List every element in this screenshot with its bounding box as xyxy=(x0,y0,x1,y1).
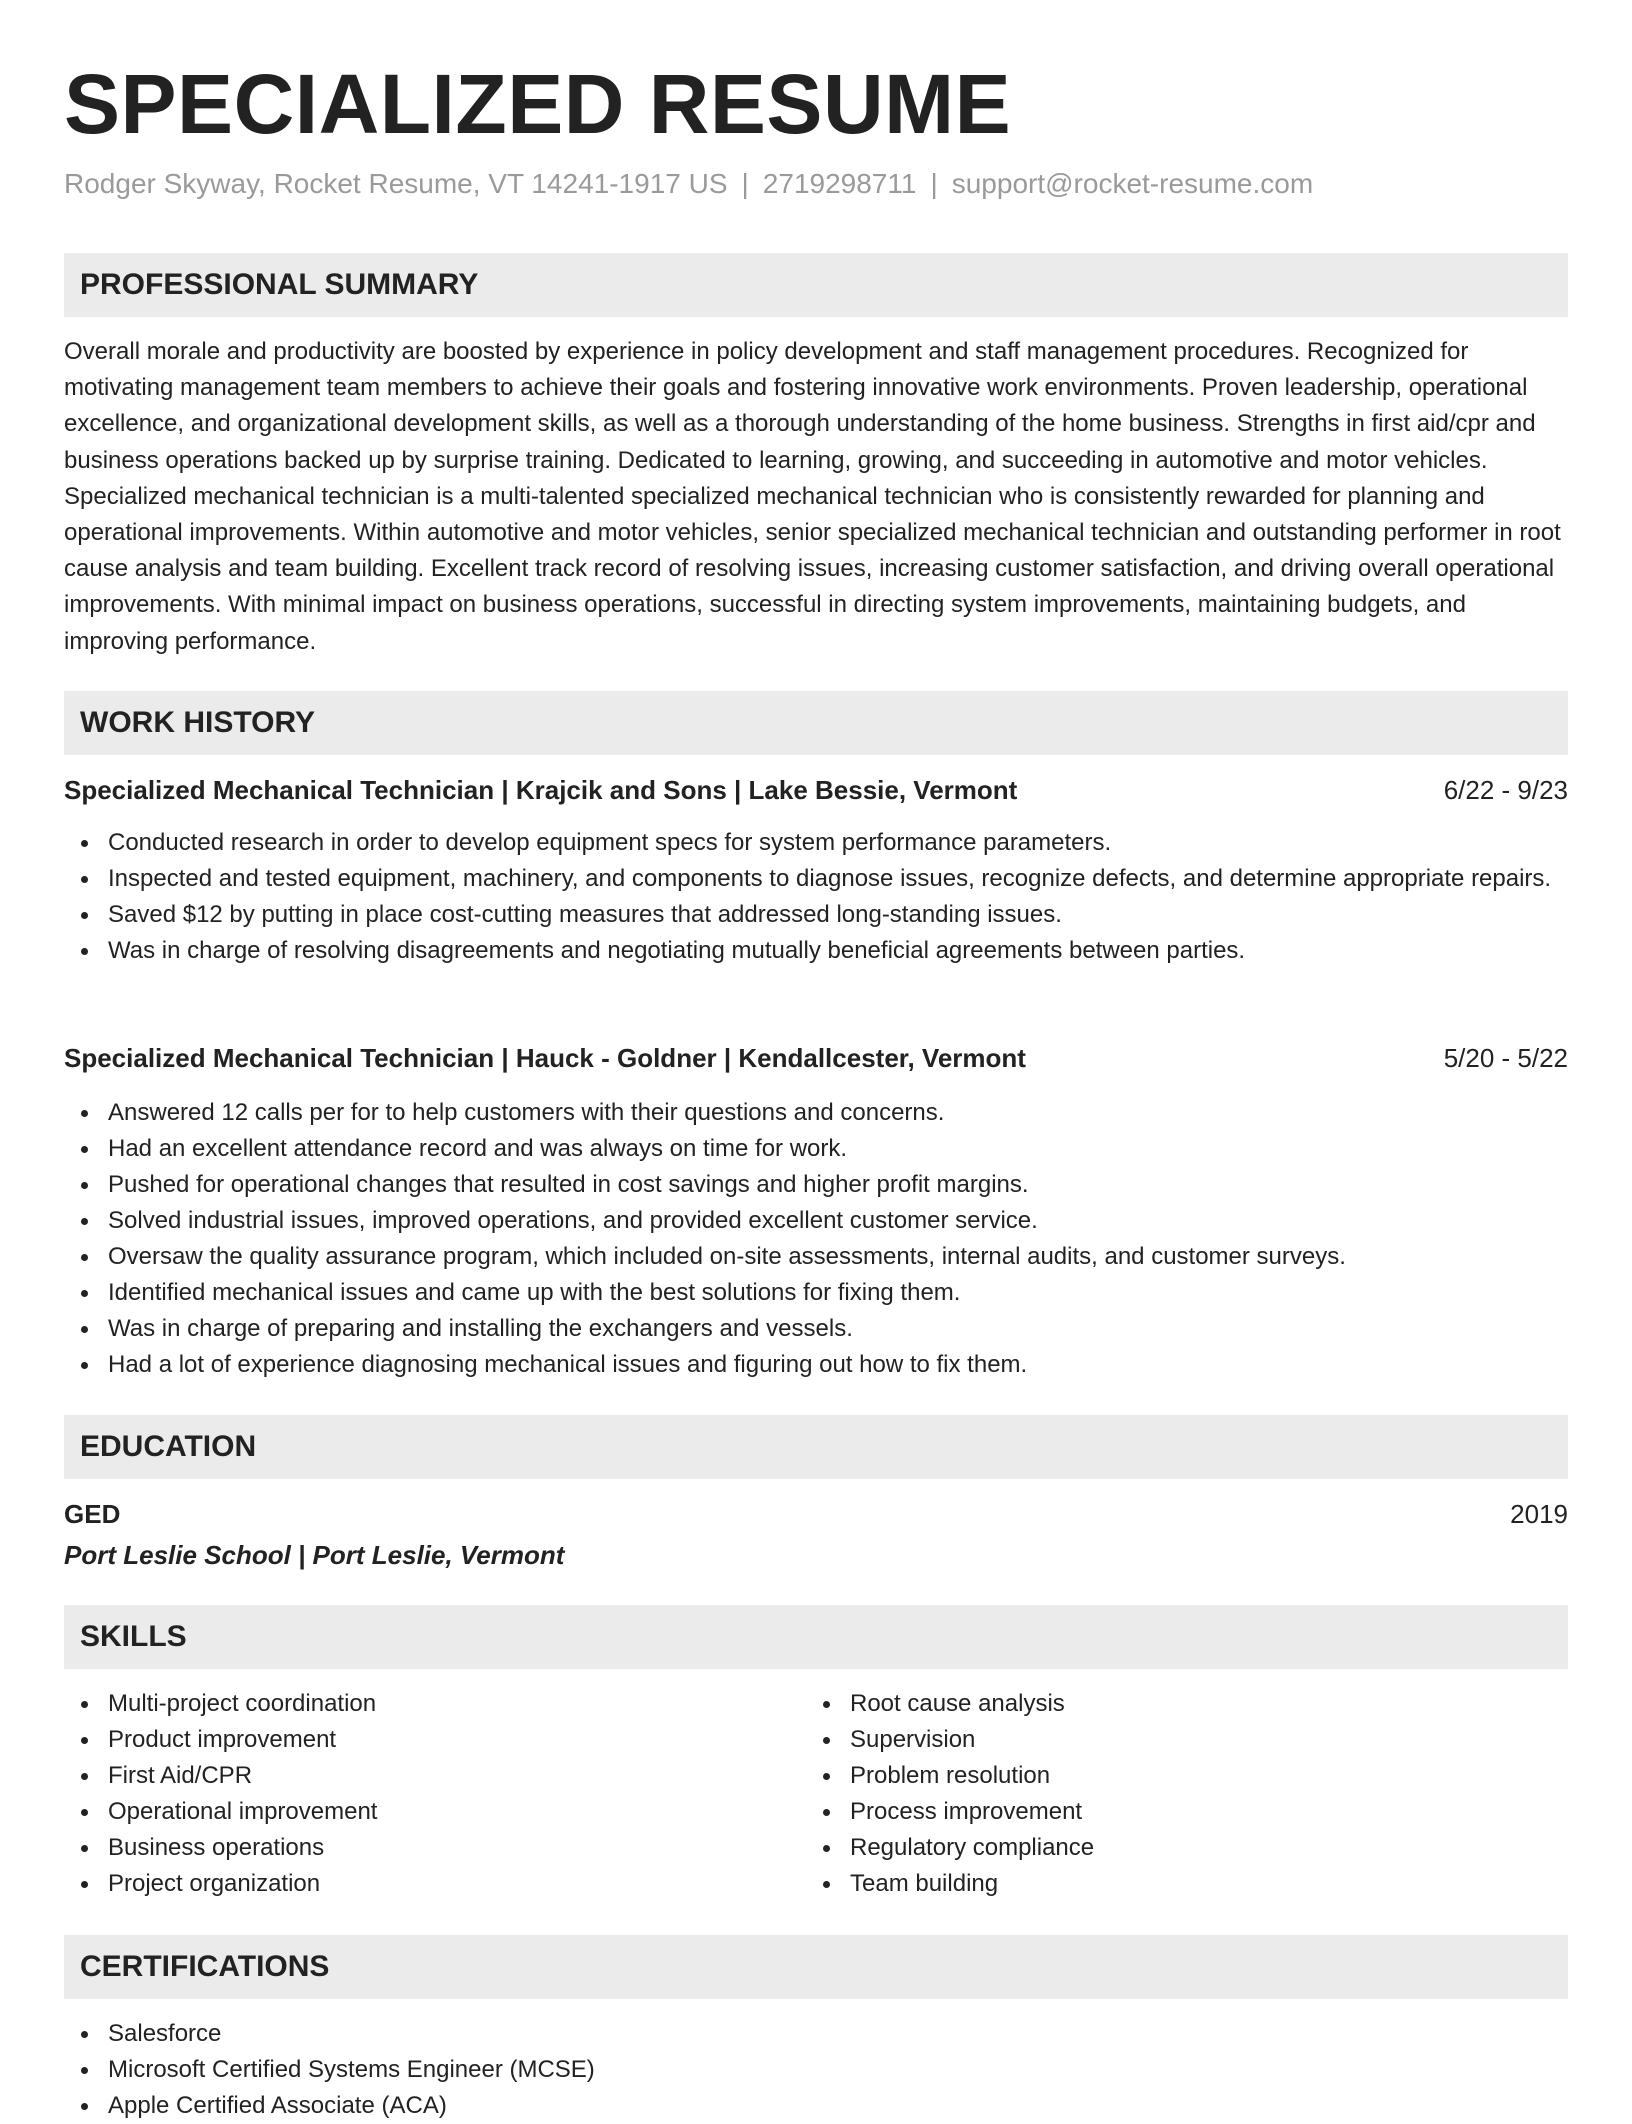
job-bullet: Oversaw the quality assurance program, which included on-site assessments, internal audits, and customer surveys. xyxy=(64,1239,1568,1275)
skills-list-right xyxy=(806,1686,1632,1902)
job-bullet: Was in charge of preparing and installing the exchangers and vessels. xyxy=(64,1311,1568,1347)
job-bullet: Conducted research in order to develop equipment specs for system performance parameters. xyxy=(64,825,1568,861)
job-bullet: Inspected and tested equipment, machinery, and components to diagnose issues, recognize defects, and determine appropriate repairs. xyxy=(64,861,1568,897)
skills-heading: SKILLS xyxy=(80,1620,187,1653)
job-dates: 6/22 - 9/23 xyxy=(1443,775,1568,805)
certifications-heading: CERTIFICATIONS xyxy=(80,1950,330,1983)
job-bullet: Had an excellent attendance record and was always on time for work. xyxy=(64,1131,1568,1167)
certification-item: Salesforce xyxy=(64,2016,1568,2052)
contact-email: support@rocket-resume.com xyxy=(951,168,1314,199)
contact-separator: | xyxy=(741,168,749,199)
contact-phone: 2719298711 xyxy=(762,168,917,199)
job-title: Specialized Mechanical Technician | Hauck - Goldner | Kendallcester, Vermont xyxy=(64,1043,1026,1073)
job-bullets xyxy=(64,1095,1568,1383)
contact-address: Rodger Skyway, Rocket Resume, VT 14241-1917 US xyxy=(64,168,728,199)
skill-item: Team building xyxy=(806,1866,1632,1902)
summary-section-header xyxy=(64,253,1568,317)
job-bullets xyxy=(64,825,1568,969)
education-year: 2019 xyxy=(1510,1499,1568,1529)
certification-item: Microsoft Certified Systems Engineer (MCSE) xyxy=(64,2052,1568,2088)
skill-item: Supervision xyxy=(806,1722,1632,1758)
education-heading: EDUCATION xyxy=(80,1430,257,1463)
skill-item: First Aid/CPR xyxy=(64,1758,1568,1794)
skill-item: Regulatory compliance xyxy=(806,1830,1632,1866)
certification-item: Apple Certified Associate (ACA) xyxy=(64,2088,1568,2124)
work-section-header xyxy=(64,691,1568,755)
summary-text: Overall morale and productivity are boosted by experience in policy development and staff management procedures. Recognized for motivating management team members to achieve their goals and fostering innovative work environments. Proven leadership, operational excellence, and organizational development skills, as well as a thorough understanding of the home business. Strengths in first aid/cpr and business operations backed up by surprise training. Dedicated to learning, growing, and succeeding in automotive and motor vehicles. Specialized mechanical technician is a multi-talented specialized mechanical technician who is consistently rewarded for planning and operational improvements. Within automotive and motor vehicles, senior specialized mechanical technician and outstanding performer in root cause analysis and team building. Excellent track record of resolving issues, increasing customer satisfaction, and driving overall operational improvements. With minimal impact on business operations, successful in directing system improvements, maintaining budgets, and improving performance. xyxy=(64,338,1561,655)
job-header xyxy=(64,770,1568,810)
certifications-list xyxy=(64,2016,1568,2124)
job-bullet: Was in charge of resolving disagreements and negotiating mutually beneficial agreements between parties. xyxy=(64,933,1568,969)
job-bullet: Solved industrial issues, improved operations, and provided excellent customer service. xyxy=(64,1203,1568,1239)
skill-item: Process improvement xyxy=(806,1794,1632,1830)
skill-item: Problem resolution xyxy=(806,1758,1632,1794)
certifications-section-header xyxy=(64,1935,1568,1999)
job-dates: 5/20 - 5/22 xyxy=(1443,1043,1568,1073)
resume-title: SPECIALIZED RESUME xyxy=(64,57,1012,151)
job-bullet: Answered 12 calls per for to help customers with their questions and concerns. xyxy=(64,1095,1568,1131)
contact-line xyxy=(64,164,1313,204)
summary-heading: PROFESSIONAL SUMMARY xyxy=(80,268,479,301)
job-bullet: Had a lot of experience diagnosing mechanical issues and figuring out how to fix them. xyxy=(64,1347,1568,1383)
skill-item: Project organization xyxy=(64,1866,1568,1902)
job-bullet: Pushed for operational changes that resulted in cost savings and higher profit margins. xyxy=(64,1167,1568,1203)
skill-item: Root cause analysis xyxy=(806,1686,1632,1722)
contact-separator: | xyxy=(930,168,938,199)
skills-section-header xyxy=(64,1605,1568,1669)
education-school: Port Leslie School | Port Leslie, Vermont xyxy=(64,1540,565,1570)
skill-item: Product improvement xyxy=(64,1722,1568,1758)
job-bullet: Saved $12 by putting in place cost-cutting measures that addressed long-standing issues. xyxy=(64,897,1568,933)
education-section-header xyxy=(64,1415,1568,1479)
job-header xyxy=(64,1038,1568,1078)
skill-item: Operational improvement xyxy=(64,1794,1568,1830)
work-heading: WORK HISTORY xyxy=(80,706,316,739)
job-title: Specialized Mechanical Technician | Krajcik and Sons | Lake Bessie, Vermont xyxy=(64,775,1018,805)
job-bullet: Identified mechanical issues and came up with the best solutions for fixing them. xyxy=(64,1275,1568,1311)
skill-item: Multi-project coordination xyxy=(64,1686,1568,1722)
education-degree: GED xyxy=(64,1499,121,1529)
skill-item: Business operations xyxy=(64,1830,1568,1866)
